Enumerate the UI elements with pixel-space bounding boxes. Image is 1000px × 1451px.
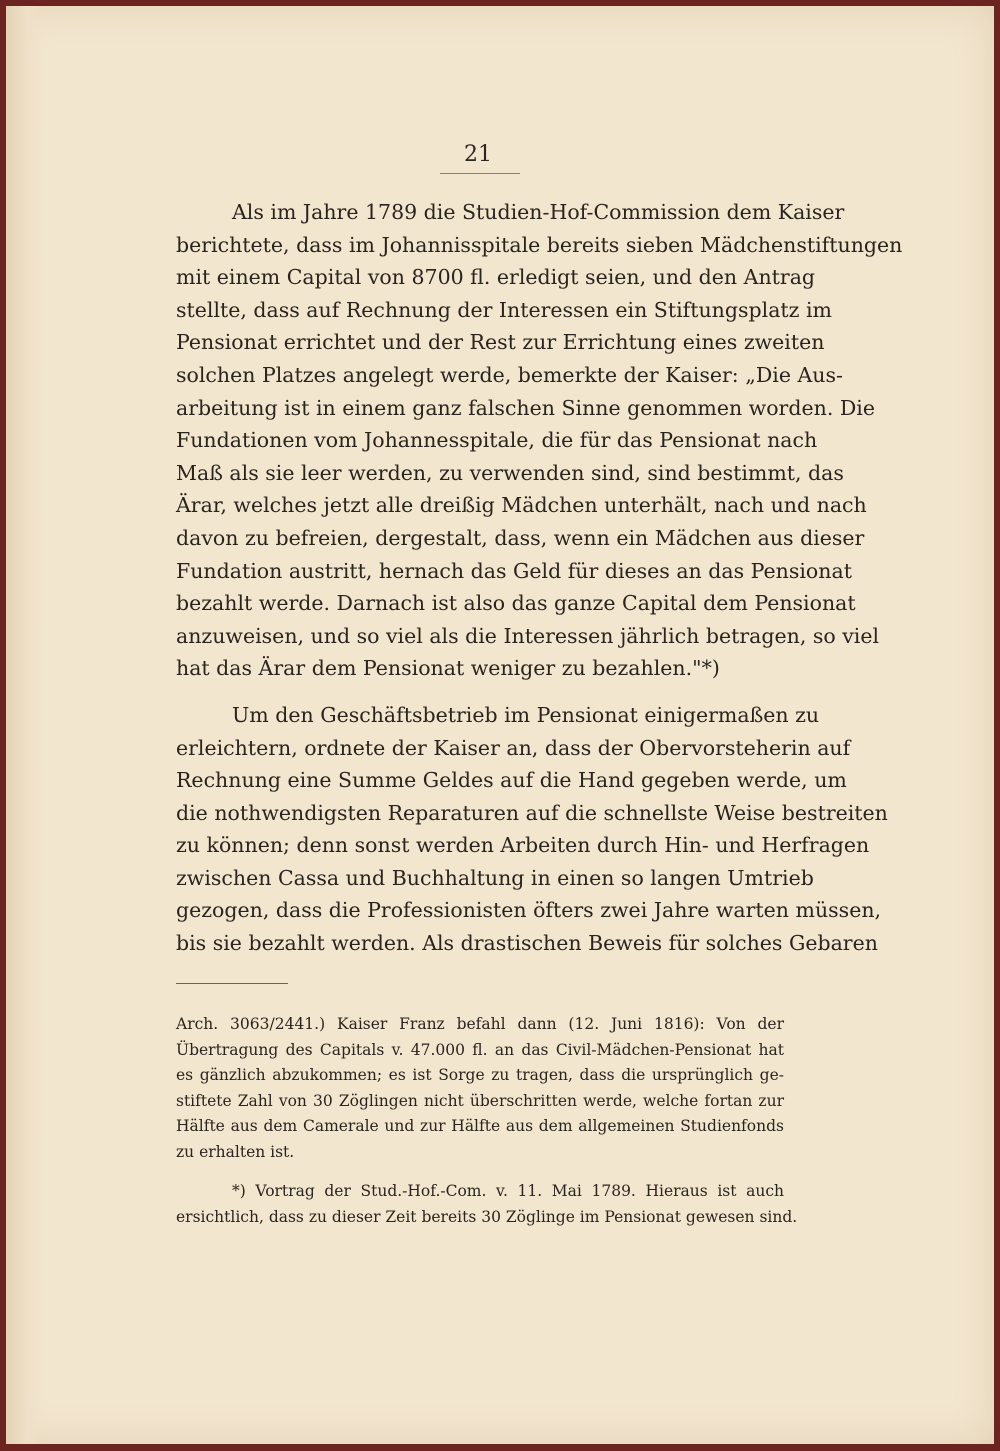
text-line: gezogen, dass die Professionisten öfters zwei Jahre warten müssen, [176, 898, 882, 923]
text-line: die nothwendigsten Reparaturen auf die schnellste Weise bestreiten [176, 800, 888, 825]
footnote-line: Hälfte aus dem Camerale und zur Hälfte aus dem allgemeinen Studienfonds [176, 1117, 784, 1135]
text-line: solchen Platzes angelegt werde, bemerkte der Kaiser: „Die Aus- [176, 362, 843, 387]
text-line: bezahlt werde. Darnach ist also das ganze Capital dem Pensionat [176, 591, 856, 616]
footnote-line: Arch. 3063/2441.) Kaiser Franz befahl dann (12. Juni 1816): Von der [176, 1015, 784, 1033]
text-line: erleichtern, ordnete der Kaiser an, dass der Obervorsteherin auf [176, 735, 851, 760]
footnote-rule [176, 983, 288, 984]
text-line: zwischen Cassa und Buchhaltung in einen so langen Umtrieb [176, 865, 814, 890]
text-line: Als im Jahre 1789 die Studien-Hof-Commission dem Kaiser [232, 200, 845, 224]
text-line: berichtete, dass im Johannisspitale bereits sieben Mädchenstiftungen [176, 232, 903, 257]
text-line: stellte, dass auf Rechnung der Interessen ein Stiftungsplatz im [176, 297, 832, 322]
text-line: anzuweisen, und so viel als die Interessen jährlich betragen, so viel [176, 623, 880, 648]
text-line: Maß als sie leer werden, zu verwenden sind, sind bestimmt, das [176, 460, 844, 485]
footnote-line: stiftete Zahl von 30 Zöglingen nicht überschritten werde, welche fortan zur [176, 1091, 784, 1110]
footnote-continuation [176, 1012, 784, 1165]
text-line: Ärar, welches jetzt alle dreißig Mädchen unterhält, nach und nach [176, 493, 867, 518]
text-line: Fundation austritt, hernach das Geld für dieses an das Pensionat [176, 558, 852, 583]
footnote-line: Übertragung des Capitals v. 47.000 fl. an das Civil-Mädchen-Pensionat hat [176, 1040, 784, 1059]
footnote-gap [176, 1165, 784, 1179]
footnote-line: *) Vortrag der Stud.-Hof.-Com. v. 11. Mai 1789. Hieraus ist auch [232, 1182, 784, 1200]
text-line: zu können; denn sonst werden Arbeiten durch Hin- und Herfragen [176, 833, 870, 858]
paragraph-2 [176, 699, 888, 960]
footnote-line: ersichtlich, dass zu dieser Zeit bereits 30 Zöglinge im Pensionat gewesen sind. [176, 1207, 798, 1226]
body-text [176, 196, 903, 960]
text-line: bis sie bezahlt werden. Als drastischen Beweis für solches Gebaren [176, 931, 878, 956]
footnote-line: zu erhalten ist. [176, 1142, 295, 1161]
page-spine-shadow [6, 6, 42, 1444]
text-line: mit einem Capital von 8700 fl. erledigt seien, und den Antrag [176, 265, 816, 290]
text-line: hat das Ärar dem Pensionat weniger zu bezahlen."*) [176, 656, 720, 681]
text-line: Pensionat errichtet und der Rest zur Errichtung eines zweiten [176, 330, 825, 355]
footnotes [176, 1012, 798, 1230]
text-line: Fundationen vom Johannesspitale, die für das Pensionat nach [176, 428, 818, 453]
text-line: Um den Geschäftsbetrieb im Pensionat einigermaßen zu [232, 702, 820, 727]
page-number-rule [440, 173, 520, 174]
page-number: 21 [464, 142, 492, 167]
text-line: davon zu befreien, dergestalt, dass, wenn ein Mädchen aus dieser [176, 525, 865, 550]
paragraph-1 [176, 196, 903, 685]
text-line: Rechnung eine Summe Geldes auf die Hand gegeben werde, um [176, 768, 847, 793]
text-line: arbeitung ist in einem ganz falschen Sinne genommen worden. Die [176, 395, 875, 420]
footnote-line: es gänzlich abzukommen; es ist Sorge zu tragen, dass die ursprünglich ge- [176, 1066, 784, 1084]
footnote-star [176, 1179, 798, 1230]
paragraph-gap [176, 685, 784, 699]
